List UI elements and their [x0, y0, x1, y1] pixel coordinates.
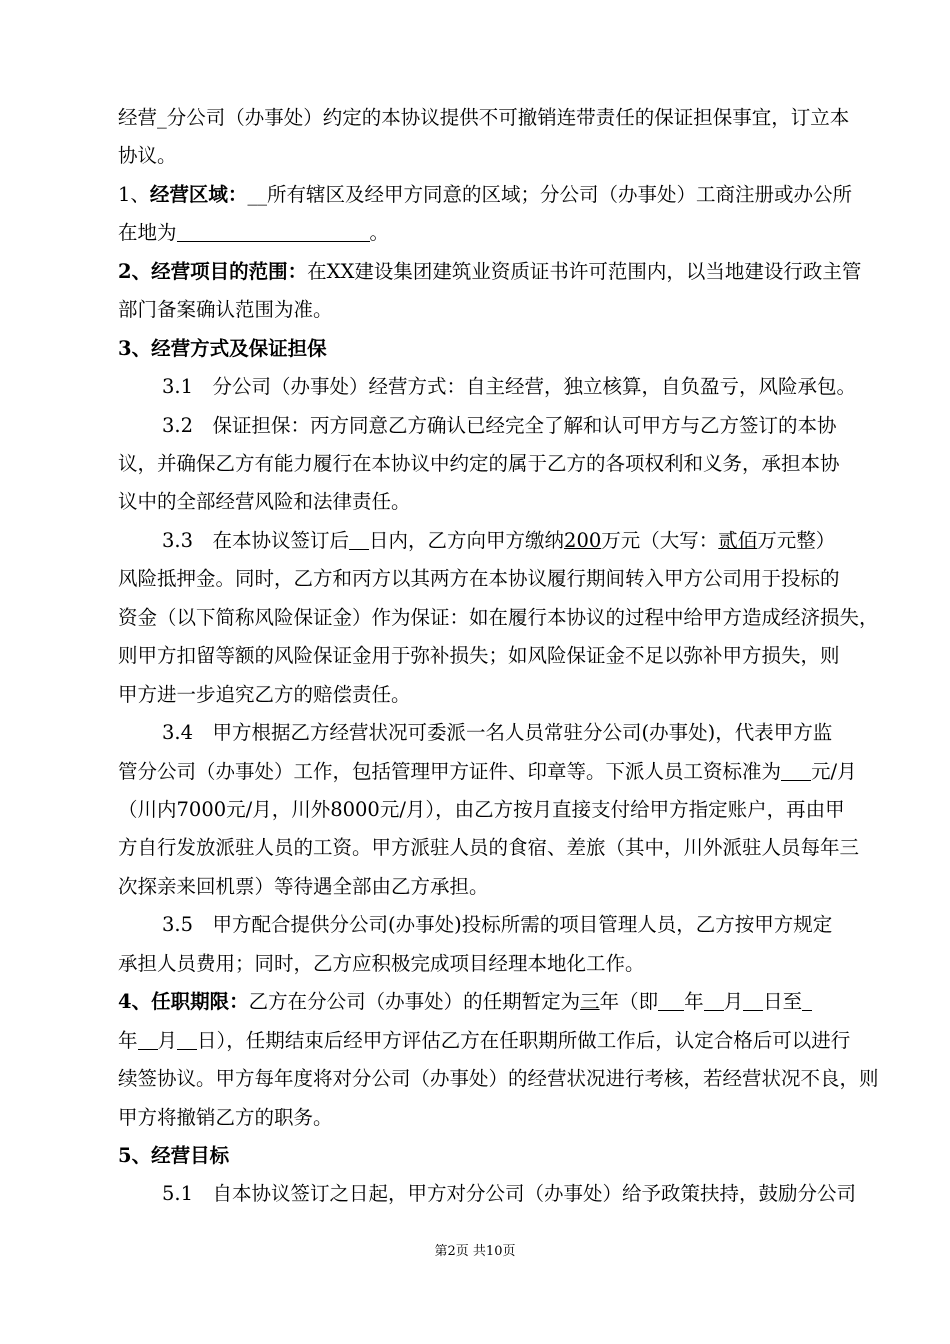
text: 日至: [763, 990, 803, 1013]
clause-3-3-line4: [118, 639, 838, 673]
paragraph-intro-line1: [118, 101, 850, 135]
section-2-line1: [118, 255, 862, 289]
text: 万元整）: [757, 529, 836, 552]
section-4-line3: [118, 1062, 879, 1096]
text: 甲方将撤销乙方的职务。: [118, 1106, 333, 1129]
text: 管分公司（办事处）工作，包括管理甲方证件、印章等。下派人员工资标准为: [118, 760, 782, 783]
clause-5-1: [162, 1177, 882, 1211]
text: 甲方进一步追究乙方的赔偿责任。: [118, 683, 411, 706]
clause-3-5-line1: [162, 908, 882, 942]
text: 3.3 在本协议签订后: [162, 529, 350, 552]
clause-3-4-line4: [118, 831, 860, 865]
page-number: 第2页 共10页: [434, 1244, 516, 1259]
clause-3-3-line3: [118, 601, 879, 635]
text: 在地为: [118, 221, 177, 244]
text: 3.4 甲方根据乙方经营状况可委派一名人员常驻分公司(办事处)，代表甲方监: [162, 721, 833, 744]
blank-underline: [743, 988, 763, 1011]
deposit-amount: 200: [564, 529, 602, 552]
blank-underline: [177, 1027, 197, 1050]
clause-3-3-line2: [118, 562, 838, 596]
text: 资金（以下简称风险保证金）作为保证：如在履行本协议的过程中给甲方造成经济损失，: [118, 606, 879, 629]
section-3-heading: [118, 332, 838, 366]
text: 所有辖区及经甲方同意的区域；分公司（办事处）工商注册或办公所: [266, 183, 852, 206]
clause-3-3-line5: [118, 678, 838, 712]
blank-underline: [658, 988, 684, 1011]
clause-3-4-line5: [118, 870, 838, 904]
deposit-amount-words: 贰佰: [718, 529, 758, 552]
text: 3.5 甲方配合提供分公司(办事处)投标所需的项目管理人员，乙方按甲方规定: [162, 913, 833, 936]
text: 年: [118, 1029, 138, 1052]
text: 日内，乙方向甲方缴纳: [369, 529, 565, 552]
blank-underline: [349, 527, 369, 550]
section-heading: 4、任职期限：: [118, 990, 249, 1013]
section-number: 1、: [118, 183, 150, 206]
text: 3.1 分公司（办事处）经营方式：自主经营，独立核算，自负盈亏，风险承包。: [162, 375, 857, 398]
text: 次探亲来回机票）等待遇全部由乙方承担。: [118, 875, 489, 898]
text: 乙方在分公司（办事处）的任期暂定为: [248, 990, 581, 1013]
text: 万元（大写：: [601, 529, 719, 552]
text: （川内7000元/月，川外8000元/月），由乙方按月直接支付给甲方指定账户，再由甲: [118, 798, 845, 821]
section-heading: 5、经营目标: [118, 1144, 230, 1167]
blank-underline: [138, 1027, 158, 1050]
blank: __: [247, 183, 267, 206]
clause-3-5-line2: [118, 947, 838, 981]
page-footer: [0, 1243, 950, 1261]
clause-3-4-line2: [118, 755, 857, 789]
clause-3-2-line1: [162, 409, 882, 443]
section-heading: 经营区域：: [149, 183, 248, 206]
section-1-line2: [118, 216, 838, 250]
section-heading: 2、经营项目的范围：: [118, 260, 308, 283]
clause-3-2-line2: [118, 447, 838, 481]
clause-3-2-line3: [118, 485, 838, 519]
text: 议，并确保乙方有能力履行在本协议中约定的属于乙方的各项权利和义务，承担本协: [118, 452, 840, 475]
section-heading: 3、经营方式及保证担保: [118, 337, 327, 360]
text: 风险抵押金。同时，乙方和丙方以其两方在本协议履行期间转入甲方公司用于投标的: [118, 567, 840, 590]
text: 议中的全部经营风险和法律责任。: [118, 490, 411, 513]
section-4-line4: [118, 1101, 838, 1135]
blank-underline: [704, 988, 724, 1011]
text: 元/月: [811, 760, 857, 783]
clause-3-1: [162, 370, 882, 404]
text: 则甲方扣留等额的风险保证金用于弥补损失；如风险保证金不足以弥补甲方损失，则: [118, 644, 840, 667]
text: 承担人员费用；同时，乙方应积极完成项目经理本地化工作。: [118, 952, 645, 975]
text: 方自行发放派驻人员的工资。甲方派驻人员的食宿、差旅（其中，川外派驻人员每年三: [118, 836, 860, 859]
paragraph-intro-line2: [118, 139, 838, 173]
section-5-heading: [118, 1139, 838, 1173]
blank-underline: [802, 988, 812, 1011]
text: 年（即: [599, 990, 659, 1013]
clause-3-4-line3: [118, 793, 845, 827]
section-2-line2: [118, 293, 838, 327]
section-1-line1: [118, 178, 852, 212]
clause-3-3-line1: [162, 524, 882, 558]
section-4-line1: [118, 985, 838, 1019]
text: 协议。: [118, 144, 177, 167]
text: 部门备案确认范围为准。: [118, 298, 333, 321]
text: 在XX建设集团建筑业资质证书许可范围内，以当地建设行政主管: [307, 260, 862, 283]
text: 续签协议。甲方每年度将对分公司（办事处）的经营状况进行考核，若经营状况不良，则: [118, 1067, 879, 1090]
clause-3-4-line1: [162, 716, 882, 750]
text: 3.2 保证担保：丙方同意乙方确认已经完全了解和认可甲方与乙方签订的本协: [162, 414, 837, 437]
text: 日），任期结束后经甲方评估乙方在任职期所做工作后，认定合格后可以进行: [197, 1029, 851, 1052]
text: 。: [369, 221, 390, 244]
text: 月: [157, 1029, 178, 1052]
text: 5.1 自本协议签订之日起，甲方对分公司（办事处）给予政策扶持，鼓励分公司: [162, 1182, 857, 1205]
text: 年: [684, 990, 704, 1013]
text: 经营_分公司（办事处）约定的本协议提供不可撤销连带责任的保证担保事宜，订立本: [118, 106, 850, 129]
section-4-line2: [118, 1024, 851, 1058]
term-years: 三: [580, 990, 600, 1013]
text: 月: [723, 990, 744, 1013]
blank-underline: [177, 219, 370, 242]
blank-underline: [781, 758, 811, 781]
